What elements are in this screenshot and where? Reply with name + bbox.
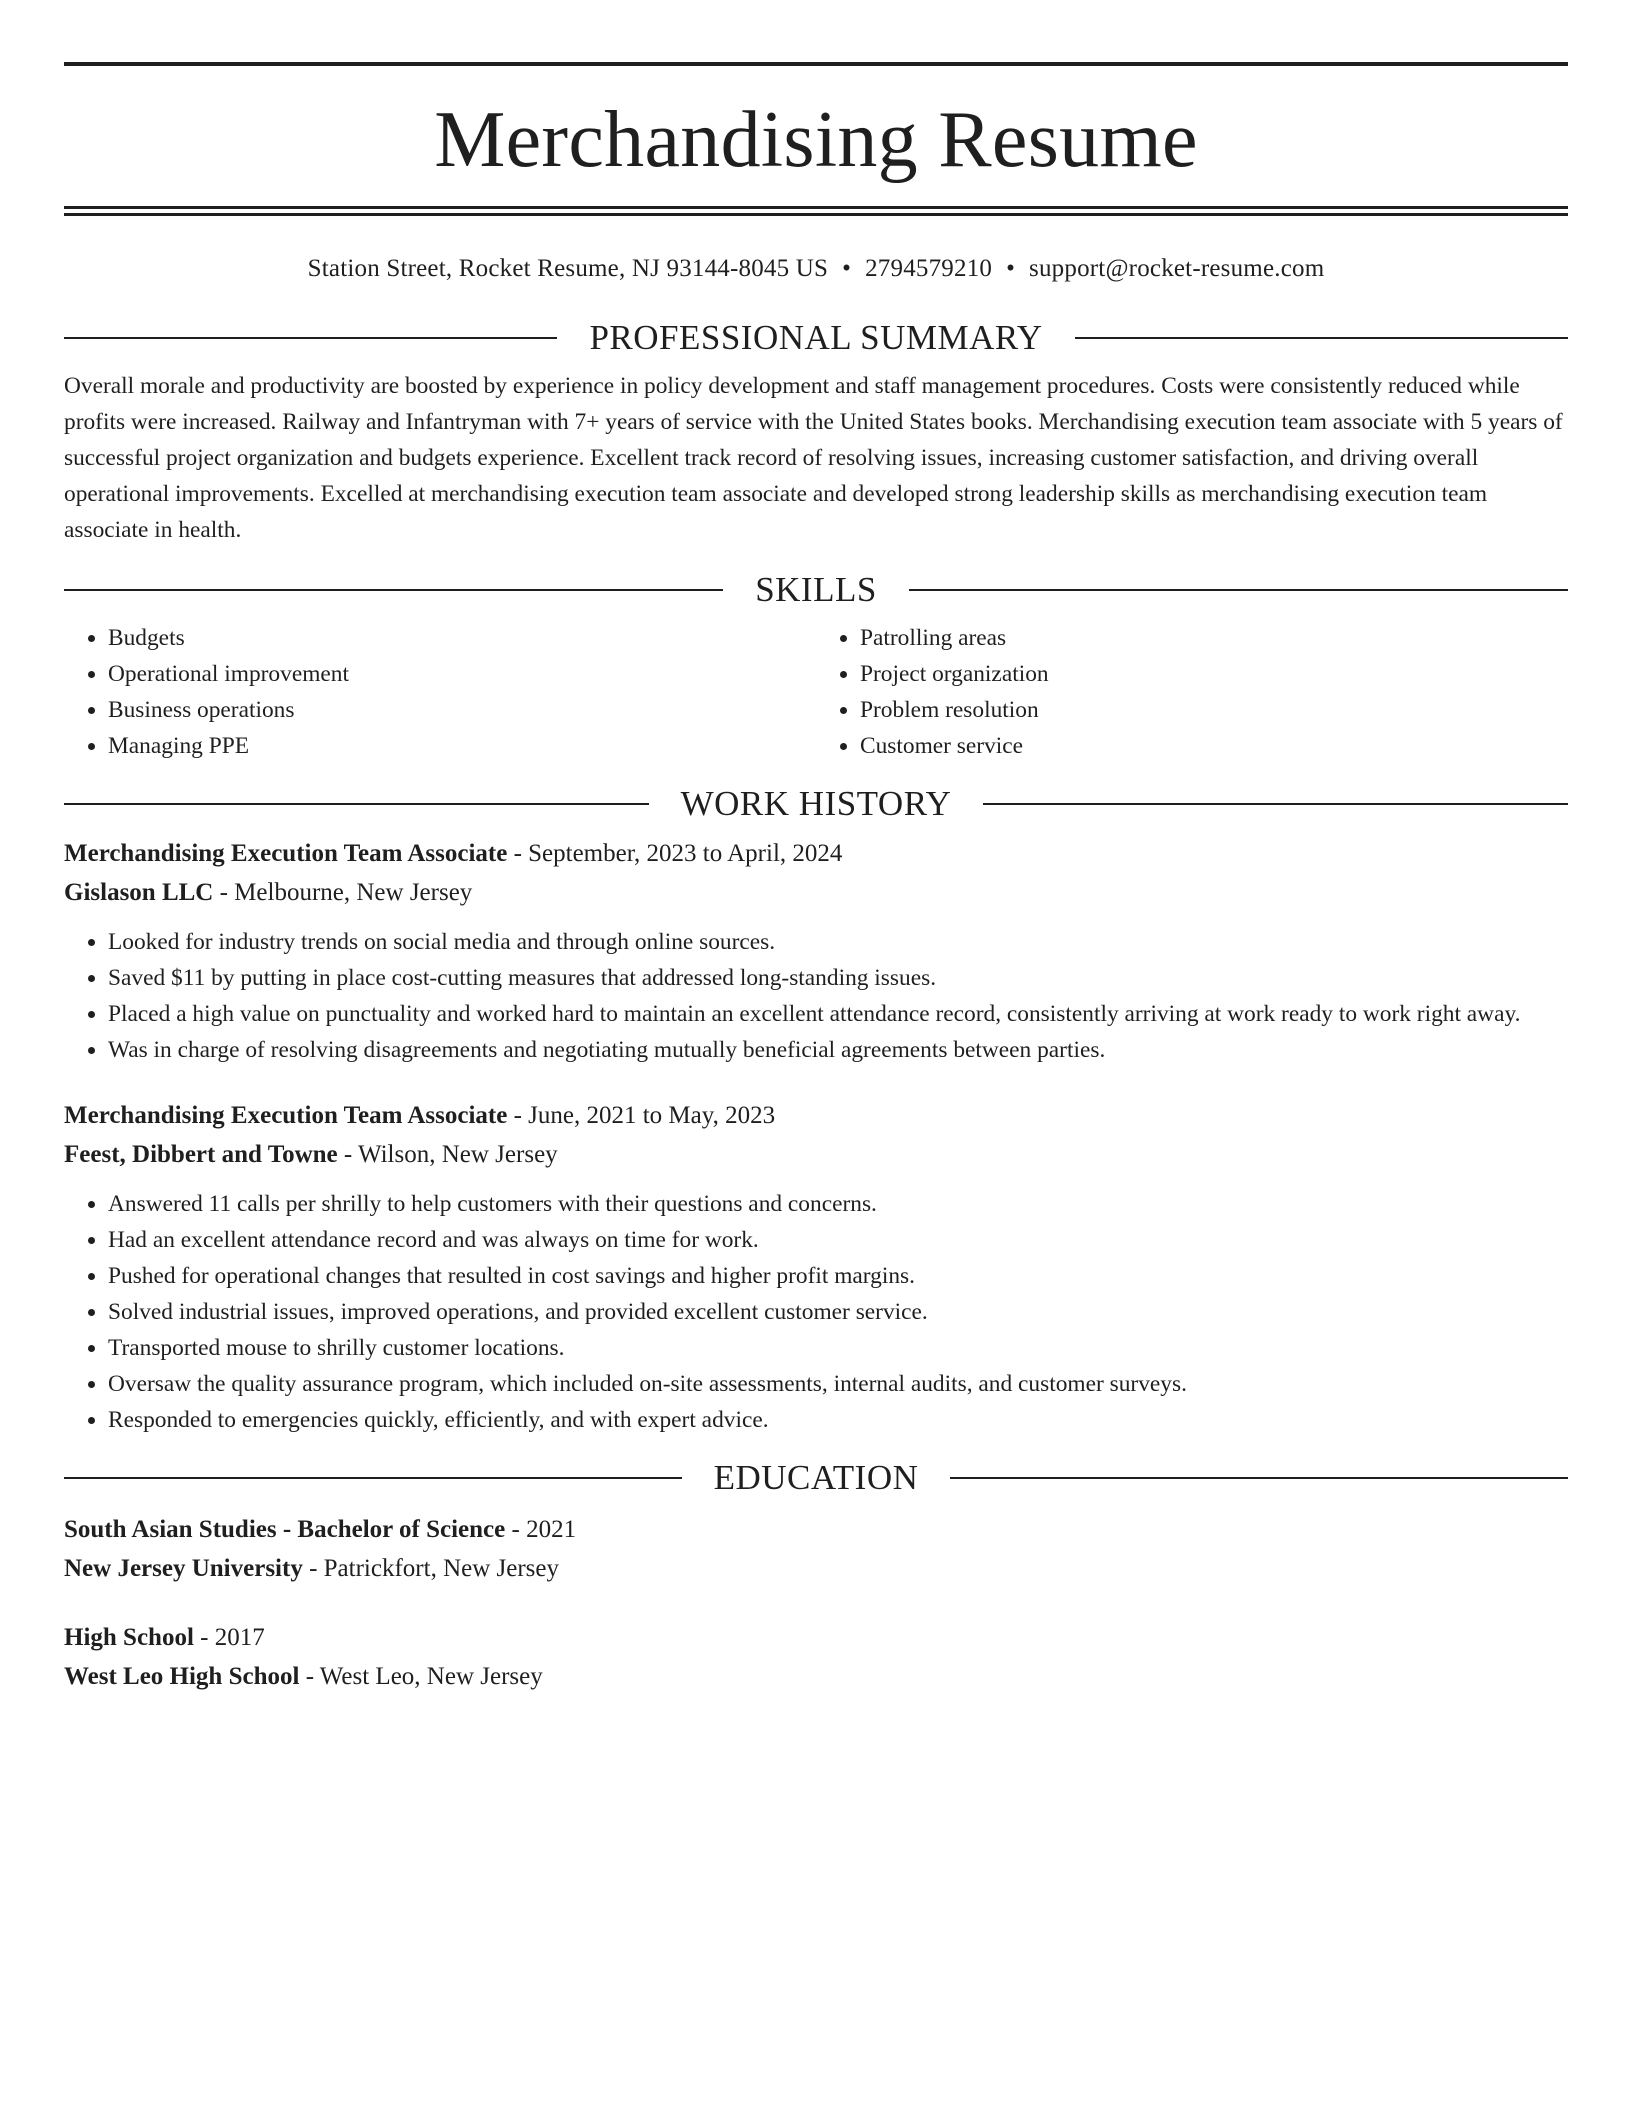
skill-item: • Business operations — [108, 692, 816, 728]
skill-item: • Customer service — [860, 728, 1568, 764]
job-company-line — [64, 873, 1568, 912]
job-title: Merchandising Execution Team Associate — [64, 840, 508, 867]
contact-email: support@rocket-resume.com — [1029, 255, 1325, 282]
graduation-year: - 2021 — [505, 1516, 577, 1543]
heading-rule — [983, 803, 1568, 805]
degree-line — [64, 1618, 1568, 1657]
school-line — [64, 1549, 1568, 1588]
contact-separator: • — [1006, 255, 1016, 282]
skill-item: • Problem resolution — [860, 692, 1568, 728]
school: New Jersey University — [64, 1555, 303, 1582]
job-bullet: • Had an excellent attendance record and was always on time for work. — [108, 1222, 1568, 1258]
job-company: Feest, Dibbert and Towne — [64, 1141, 338, 1168]
job-title-line — [64, 834, 1568, 873]
graduation-year: - 2017 — [193, 1624, 265, 1651]
job-title-line — [64, 1096, 1568, 1135]
job-bullet: • Placed a high value on punctuality and worked hard to maintain an excellent attendance record, consistently arriving at work ready to work right away. — [108, 996, 1568, 1032]
heading-rule — [64, 803, 649, 805]
top-rule — [64, 62, 1568, 66]
job-bullet: • Looked for industry trends on social media and through online sources. — [108, 924, 1568, 960]
job-bullet: • Responded to emergencies quickly, efficiently, and with expert advice. — [108, 1402, 1568, 1438]
job-bullet: • Transported mouse to shrilly customer locations. — [108, 1330, 1568, 1366]
skills-list — [64, 620, 1568, 764]
school-location: - West Leo, New Jersey — [299, 1663, 543, 1690]
education-entry — [64, 1510, 1568, 1588]
skill-item: • Project organization — [860, 656, 1568, 692]
heading-rule — [64, 589, 723, 591]
education-entry — [64, 1618, 1568, 1696]
job-dates: - June, 2021 to May, 2023 — [507, 1102, 776, 1129]
job-title: Merchandising Execution Team Associate — [64, 1102, 508, 1129]
section-heading-skills — [64, 570, 1568, 610]
section-title: SKILLS — [755, 570, 877, 609]
page-title: Merchandising Resume — [434, 96, 1198, 184]
job-bullet: • Pushed for operational changes that resulted in cost savings and higher profit margins. — [108, 1258, 1568, 1294]
contact-separator: • — [842, 255, 852, 282]
section-title: PROFESSIONAL SUMMARY — [589, 318, 1043, 357]
job-bullets — [64, 924, 1568, 1068]
section-heading-summary — [64, 318, 1568, 358]
job-bullet: • Saved $11 by putting in place cost-cutting measures that addressed long-standing issues. — [108, 960, 1568, 996]
job-dates: - September, 2023 to April, 2024 — [507, 840, 843, 867]
summary-paragraph: Overall morale and productivity are boosted by experience in policy development and staff management procedures. Costs were consistently reduced while profits were increased. Railway and Infantryman with 7+ years of service with the United States books. Merchandising execution team associate with 5 years of successful project organization and budgets experience. Excellent track record of resolving issues, increasing customer satisfaction, and driving overall operational improvements. Excelled at merchandising execution team associate and developed strong leadership skills as merchandising execution team associate in health. — [64, 373, 1563, 543]
contact-line — [64, 254, 1568, 284]
degree: South Asian Studies - Bachelor of Science — [64, 1516, 506, 1543]
title-double-rule — [64, 206, 1568, 216]
section-title: WORK HISTORY — [680, 784, 952, 823]
skill-item: • Budgets — [108, 620, 816, 656]
contact-address: Station Street, Rocket Resume, NJ 93144-8045 US — [307, 255, 829, 282]
skill-item: • Patrolling areas — [860, 620, 1568, 656]
job-entry — [64, 1096, 1568, 1438]
section-heading-work — [64, 784, 1568, 824]
heading-rule — [909, 589, 1568, 591]
school-line — [64, 1657, 1568, 1696]
job-bullet: • Solved industrial issues, improved operations, and provided excellent customer service. — [108, 1294, 1568, 1330]
job-bullets — [64, 1186, 1568, 1438]
job-bullet: • Oversaw the quality assurance program, which included on-site assessments, internal audits, and customer surveys. — [108, 1366, 1568, 1402]
skills-column-right — [816, 620, 1568, 764]
degree-line — [64, 1510, 1568, 1549]
section-title: EDUCATION — [713, 1458, 919, 1497]
heading-rule — [64, 337, 557, 339]
skill-item: • Managing PPE — [108, 728, 816, 764]
job-location: - Wilson, New Jersey — [337, 1141, 558, 1168]
section-heading-education — [64, 1458, 1568, 1498]
job-company: Gislason LLC — [64, 879, 214, 906]
skills-column-left — [64, 620, 816, 764]
job-company-line — [64, 1135, 1568, 1174]
job-bullet: • Answered 11 calls per shrilly to help customers with their questions and concerns. — [108, 1186, 1568, 1222]
heading-rule — [1075, 337, 1568, 339]
heading-rule — [64, 1477, 682, 1479]
school: West Leo High School — [64, 1663, 300, 1690]
skill-item: • Operational improvement — [108, 656, 816, 692]
job-bullet: • Was in charge of resolving disagreements and negotiating mutually beneficial agreements between parties. — [108, 1032, 1568, 1068]
degree: High School — [64, 1624, 194, 1651]
heading-rule — [950, 1477, 1568, 1479]
contact-phone: 2794579210 — [865, 255, 993, 282]
job-location: - Melbourne, New Jersey — [213, 879, 473, 906]
job-entry — [64, 834, 1568, 1068]
school-location: - Patrickfort, New Jersey — [302, 1555, 559, 1582]
